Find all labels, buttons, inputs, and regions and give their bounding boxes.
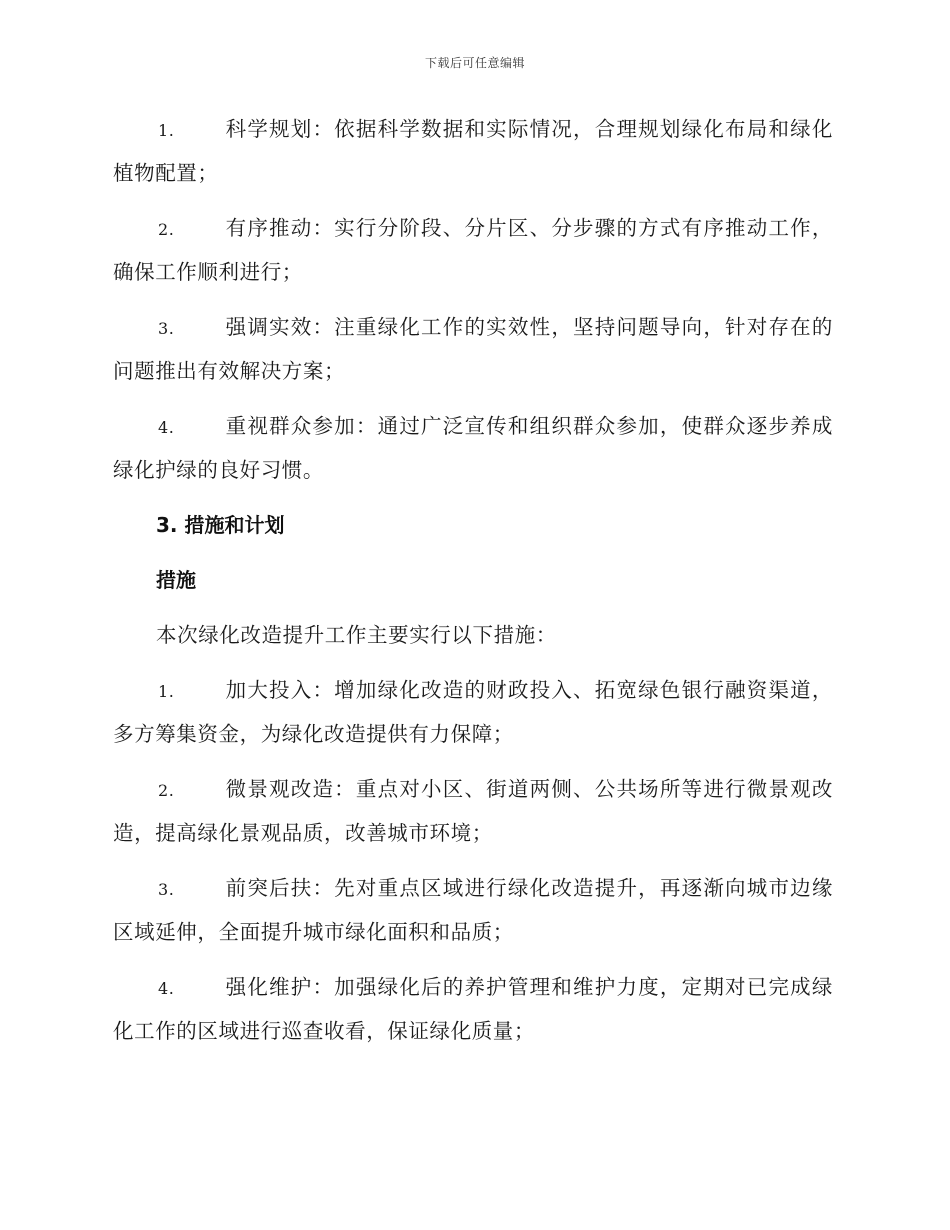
list-item-text: 强调实效：注重绿化工作的实效性，坚持问题导向，针对存在的问题推出有效解决方案； [113,315,833,383]
list-item-number: 4. [158,418,175,437]
list-item [113,207,833,293]
list-item-number: 3. [158,880,175,899]
list-item [113,768,833,854]
page-header: 下载后可任意编辑 [424,56,525,70]
list-item-number: 3. [158,319,175,338]
document-body [113,108,833,1065]
list-item-text: 加大投入：增加绿化改造的财政投入、拓宽绿色银行融资渠道，多方筹集资金，为绿化改造提供有力保障； [113,678,833,746]
list-item [113,306,833,392]
list-item-number: 2. [158,220,175,239]
list-item [113,966,833,1052]
list-item-text: 微景观改造：重点对小区、街道两侧、公共场所等进行微景观改造，提高绿化景观品质，改善城市环境； [113,777,833,845]
list-item [113,669,833,755]
section-intro: 本次绿化改造提升工作主要实行以下措施： [156,623,557,647]
list-item-number: 4. [158,979,175,998]
list-item-number: 1. [158,682,175,701]
list-item-number: 1. [158,121,175,140]
list-item-number: 2. [158,781,175,800]
list-item-text: 强化维护：加强绿化后的养护管理和维护力度，定期对已完成绿化工作的区域进行巡查收看，保证绿化质量； [113,975,833,1043]
list-item [113,867,833,953]
list-item-text: 科学规划：依据科学数据和实际情况，合理规划绿化布局和绿化植物配置； [113,117,833,185]
list-item-text: 重视群众参加：通过广泛宣传和组织群众参加，使群众逐步养成绿化护绿的良好习惯。 [113,414,833,482]
list-item [113,405,833,491]
section-subheading: 措施 [156,568,196,592]
list-item-text: 前突后扶：先对重点区域进行绿化改造提升，再逐渐向城市边缘区域延伸，全面提升城市绿化面积和品质； [113,876,833,944]
list-item [113,108,833,194]
list-item-text: 有序推动：实行分阶段、分片区、分步骤的方式有序推动工作，确保工作顺利进行； [113,216,833,284]
section-heading: 3. 措施和计划 [156,513,285,537]
